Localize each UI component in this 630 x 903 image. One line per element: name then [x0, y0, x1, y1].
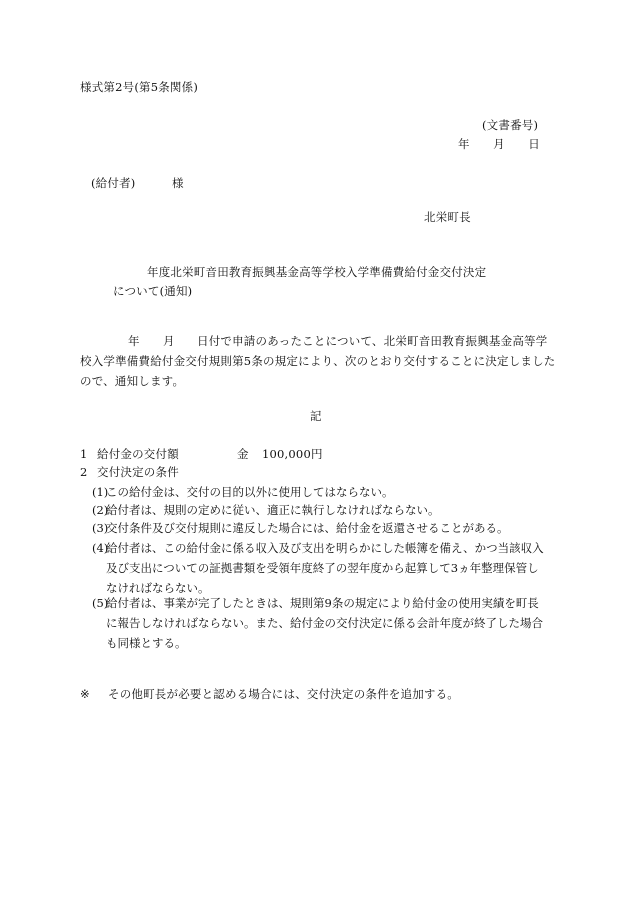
condition-text-continued: も同様とする。 — [106, 636, 187, 650]
recipient-label: (給付者) — [91, 176, 136, 190]
document-number: (文書番号) — [482, 118, 539, 132]
ki-heading: 記 — [310, 409, 322, 423]
condition-text-continued: に報告しなければならない。また、給付金の交付決定に係る会計年度が終了した場合 — [106, 616, 543, 630]
section-2-label: 交付決定の条件 — [97, 465, 179, 479]
section-1-label: 給付金の交付額 — [97, 447, 179, 461]
condition-text: 交付条件及び交付規則に違反した場合には、給付金を返還させることがある。 — [106, 521, 509, 535]
condition-number: (3) — [92, 521, 109, 535]
condition-text: 給付者は、この給付金に係る収入及び支出を明らかにした帳簿を備え、かつ当該収入 — [106, 541, 544, 555]
condition-number: (5) — [92, 596, 109, 610]
title-line-1: 年度北栄町音田教育振興基金高等学校入学準備費給付金交付決定 — [147, 265, 487, 279]
title-line-2: について(通知) — [113, 284, 193, 298]
recipient-honorific: 様 — [172, 176, 184, 190]
condition-text-continued: なければならない。 — [106, 581, 210, 595]
section-1-number: 1 — [80, 447, 88, 461]
condition-text-continued: 及び支出についての証拠書類を受領年度終了の翌年度から起算して3ヵ年整理保管し — [106, 561, 539, 575]
body-year: 年 — [128, 334, 140, 348]
condition-text: 給付者は、事業が完了したときは、規則第9条の規定により給付金の使用実績を町長 — [106, 596, 539, 610]
sender-name: 北栄町長 — [424, 210, 471, 224]
note-mark: ※ — [80, 687, 90, 701]
form-number: 様式第2号(第5条関係) — [80, 80, 199, 94]
body-month: 月 — [163, 334, 175, 348]
amount-prefix: 金 — [237, 447, 249, 461]
body-line-2: 校入学準備費給付金交付規則第5条の規定により、次のとおり交付することに決定しました — [80, 354, 556, 368]
amount-unit: 円 — [311, 447, 323, 461]
amount-value: 100,000 — [262, 447, 311, 461]
date-line: 年 月 日 — [458, 137, 540, 151]
condition-number: (1) — [92, 485, 109, 499]
condition-number: (4) — [92, 541, 109, 555]
body-line-3: ので、通知します。 — [80, 374, 185, 388]
condition-text: 給付者は、規則の定めに従い、適正に執行しなければならない。 — [106, 503, 440, 517]
section-2-number: 2 — [80, 465, 88, 479]
note-text: その他町長が必要と認める場合には、交付決定の条件を追加する。 — [108, 687, 459, 701]
condition-text: この給付金は、交付の目的以外に使用してはならない。 — [106, 485, 394, 499]
body-line-1: 日付で申請のあったことについて、北栄町音田教育振興基金高等学 — [197, 334, 548, 348]
condition-number: (2) — [92, 503, 109, 517]
